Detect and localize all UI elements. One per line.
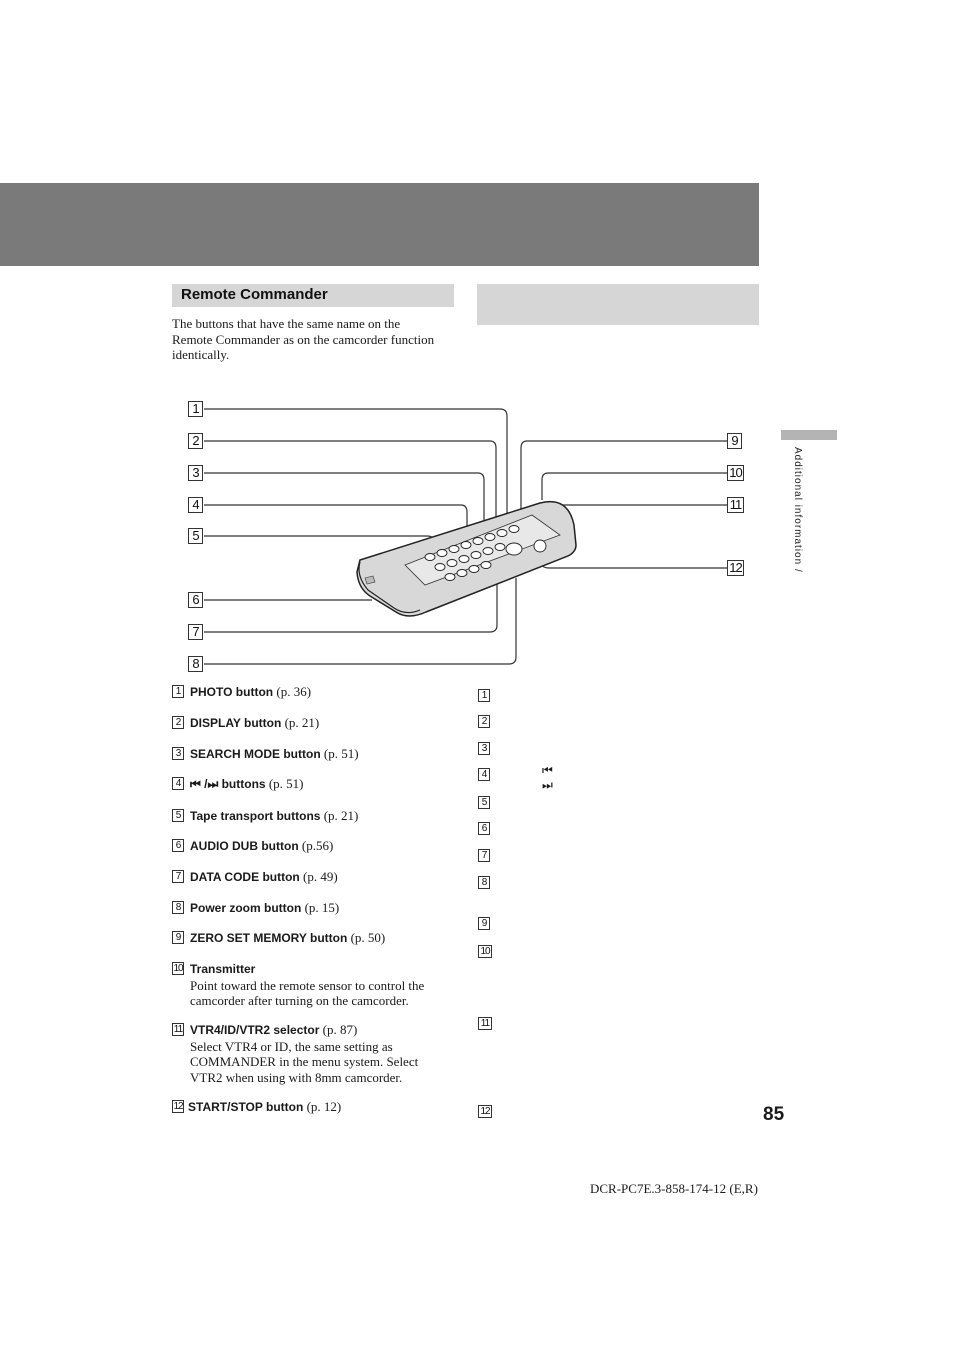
item-number: 1 xyxy=(172,685,184,698)
list-item-skip-buttons xyxy=(172,776,457,793)
right-list-item xyxy=(478,941,492,959)
list-item-vtr-selector xyxy=(172,1022,457,1085)
item-number: 10 xyxy=(478,945,492,958)
item-number: 12 xyxy=(173,1101,183,1112)
right-list-item xyxy=(478,1013,492,1031)
right-list-item xyxy=(478,872,490,890)
skip-glyphs: ⏮ ⏭ xyxy=(542,763,554,792)
item-page-ref: (p.56) xyxy=(298,838,334,853)
list-item-display xyxy=(172,715,457,732)
right-list-item xyxy=(478,763,554,792)
item-name: PHOTO button xyxy=(190,685,274,699)
item-page-ref: (p. 36) xyxy=(273,684,312,699)
item-name: Power zoom button xyxy=(190,901,302,915)
callout-6: 6 xyxy=(188,592,203,608)
list-item-transmitter xyxy=(172,961,457,1009)
page-number: 85 xyxy=(763,1104,785,1125)
item-number: 8 xyxy=(172,901,184,914)
item-name: SEARCH MODE button xyxy=(190,747,321,761)
item-number: 7 xyxy=(478,849,490,862)
list-item-search-mode xyxy=(172,746,457,763)
item-number: 3 xyxy=(172,747,184,760)
list-item-start-stop xyxy=(172,1099,457,1116)
item-description: Point toward the remote sensor to control the camcorder after turning on the camcorder. xyxy=(190,977,425,1008)
item-name: AUDIO DUB button xyxy=(190,839,299,853)
item-name: DISPLAY button xyxy=(190,716,282,730)
item-number: 8 xyxy=(478,876,490,889)
callout-9: 9 xyxy=(727,433,742,449)
item-page-ref: (p. 50) xyxy=(347,930,386,945)
callout-11: 11 xyxy=(727,497,744,513)
item-number: 6 xyxy=(172,839,184,852)
item-number: 9 xyxy=(172,931,184,944)
item-number: 2 xyxy=(478,715,490,728)
item-number: 1 xyxy=(478,689,490,702)
right-list-item xyxy=(478,792,490,810)
right-list-item xyxy=(478,685,490,703)
callout-2: 2 xyxy=(188,433,203,449)
item-page-ref: (p. 15) xyxy=(301,900,340,915)
callout-8: 8 xyxy=(188,656,203,672)
item-number: 4 xyxy=(478,768,490,781)
callout-7: 7 xyxy=(188,624,203,640)
item-name: Transmitter xyxy=(190,962,256,976)
item-number: 5 xyxy=(478,796,490,809)
intro-paragraph: The buttons that have the same name on the Remote Commander as on the camcorder function identically. xyxy=(172,316,435,362)
right-list-item xyxy=(478,711,490,729)
callout-12: 12 xyxy=(727,560,744,576)
item-name: DATA CODE button xyxy=(190,870,300,884)
item-name: Tape transport buttons xyxy=(190,809,321,823)
item-number: 11 xyxy=(478,1017,492,1030)
item-page-ref: (p. 49) xyxy=(299,869,338,884)
item-page-ref: (p. 21) xyxy=(281,715,320,730)
item-page-ref: (p. 51) xyxy=(320,746,359,761)
item-number: 12 xyxy=(478,1105,492,1118)
item-page-ref: (p. 12) xyxy=(303,1099,342,1114)
list-item-data-code xyxy=(172,869,457,886)
right-list-item xyxy=(478,913,490,931)
callout-1: 1 xyxy=(188,401,203,417)
right-list-item xyxy=(478,1101,492,1119)
right-list-item xyxy=(478,818,490,836)
callout-10: 10 xyxy=(727,465,744,481)
item-name: ⏮ /⏭ buttons xyxy=(190,777,266,791)
callout-5: 5 xyxy=(188,528,203,544)
item-number: 2 xyxy=(172,716,184,729)
callout-4: 4 xyxy=(188,497,203,513)
list-item-tape-transport xyxy=(172,808,457,825)
item-description: Select VTR4 or ID, the same setting as COMMANDER in the menu system. Select VTR2 when using with 8mm camcorder. xyxy=(190,1038,419,1085)
callout-3: 3 xyxy=(188,465,203,481)
list-item-zero-set-memory xyxy=(172,930,457,947)
right-list-item xyxy=(478,845,490,863)
item-number: 5 xyxy=(172,809,184,822)
item-number: 3 xyxy=(478,742,490,755)
list-item-power-zoom xyxy=(172,900,457,917)
side-tab-label: Additional information / xyxy=(792,447,803,573)
model-code: DCR-PC7E.3-858-174-12 (E,R) xyxy=(590,1181,758,1196)
item-number: 11 xyxy=(173,1024,183,1035)
item-number: 6 xyxy=(478,822,490,835)
section-title: Remote Commander xyxy=(181,286,328,303)
list-item-photo xyxy=(172,684,457,701)
item-page-ref: (p. 21) xyxy=(320,808,359,823)
item-name: VTR4/ID/VTR2 selector xyxy=(190,1023,320,1037)
item-page-ref: (p. 87) xyxy=(319,1022,358,1037)
item-page-ref: (p. 51) xyxy=(265,776,304,791)
item-name: ZERO SET MEMORY button xyxy=(190,931,348,945)
item-number: 10 xyxy=(173,963,183,974)
item-number: 7 xyxy=(172,870,184,883)
item-name: START/STOP button xyxy=(188,1100,304,1114)
right-list-item xyxy=(478,738,490,756)
item-number: 9 xyxy=(478,917,490,930)
list-item-audio-dub xyxy=(172,838,457,855)
item-number: 4 xyxy=(172,777,184,790)
